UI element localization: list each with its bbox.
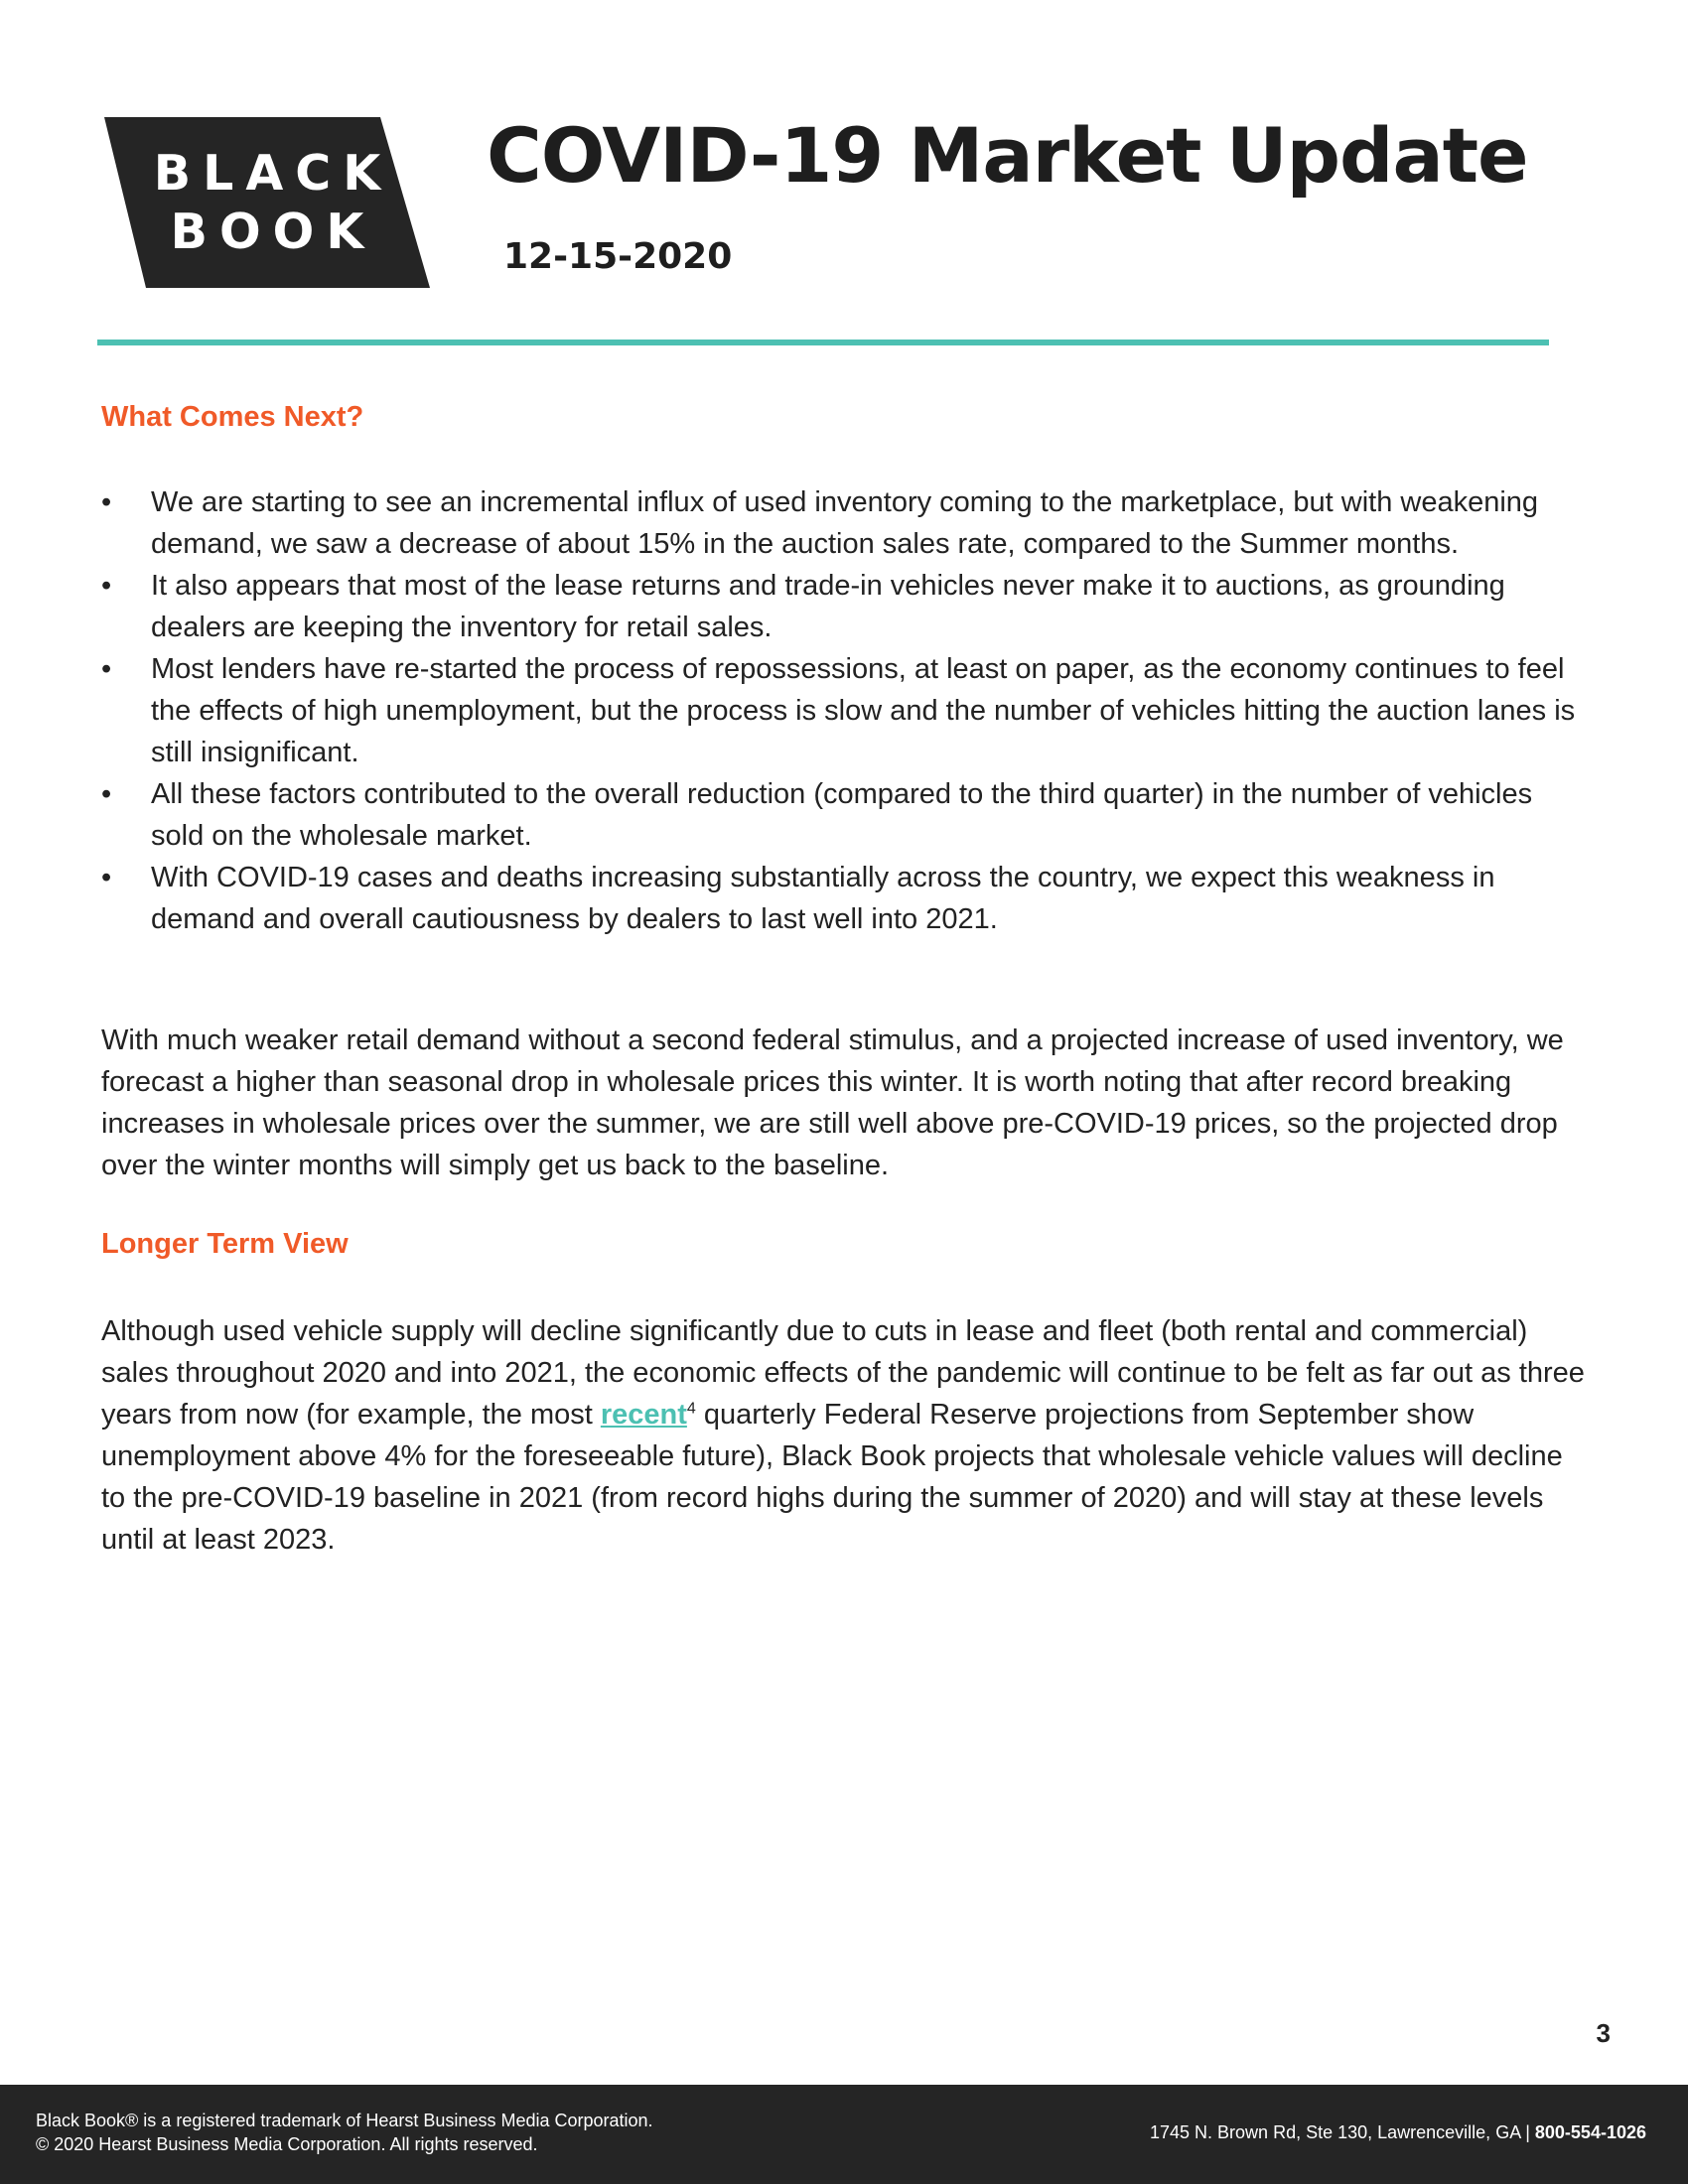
footer — [0, 2085, 1688, 2184]
black-book-logo — [104, 117, 430, 288]
paragraph-longer-term — [101, 1310, 1591, 1561]
page-number: 3 — [1596, 2018, 1611, 2048]
footer-contact — [1150, 2122, 1646, 2143]
document-date: 12-15-2020 — [503, 236, 733, 277]
footer-copyright: © 2020 Hearst Business Media Corporation. All rights reserved. — [36, 2134, 538, 2154]
bullet-text: With COVID-19 cases and deaths increasing substantially across the country, we expect this weakness in demand and overall cautiousness by dealers to last well into 2021. — [151, 862, 1495, 935]
list-item — [101, 773, 1591, 857]
list-item — [101, 565, 1591, 648]
bullet-icon: • — [101, 653, 112, 685]
logo-text-line2: BOOK — [170, 204, 376, 260]
bullet-icon: • — [101, 862, 112, 893]
bullet-text: All these factors contributed to the overall reduction (compared to the third quarter) in the number of vehicles sold on the wholesale market. — [151, 778, 1533, 852]
header-divider — [97, 340, 1549, 345]
list-item — [101, 857, 1591, 940]
section-heading-what-comes-next: What Comes Next? — [101, 401, 364, 433]
paragraph-text-before-link: Although used vehicle supply will decline significantly due to cuts in lease and fleet (both rental and commercial) sales throughout 2020 and into 2021, the economic effects of the pandemic will continue to be felt as far out as three years from now (for example, the most — [101, 1315, 1585, 1431]
bullet-icon: • — [101, 486, 112, 518]
footer-phone: 800-554-1026 — [1534, 2122, 1646, 2142]
recent-link[interactable]: recent — [600, 1399, 687, 1431]
list-item — [101, 648, 1591, 773]
paragraph-forecast: With much weaker retail demand without a second federal stimulus, and a projected increase of used inventory, we forecast a higher than seasonal drop in wholesale prices this winter. It is worth noting that after record breaking increases in wholesale prices over the summer, we are still well above pre-COVID-19 prices, so the projected drop over the winter months will simply get us back to the baseline. — [101, 1024, 1564, 1181]
footer-trademark: Black Book® is a registered trademark of Hearst Business Media Corporation. — [36, 2111, 653, 2130]
bullet-text: Most lenders have re-started the process of repossessions, at least on paper, as the economy continues to feel the effects of high unemployment, but the process is slow and the number of vehicles hitting the auction lanes is still insignificant. — [151, 653, 1576, 768]
bullet-list — [101, 481, 1591, 940]
bullet-icon: • — [101, 570, 112, 602]
logo-text-line1: BLACK — [153, 145, 393, 202]
footnote-marker: 4 — [686, 1400, 696, 1418]
section-heading-longer-term-view: Longer Term View — [101, 1228, 349, 1260]
bullet-text: It also appears that most of the lease returns and trade-in vehicles never make it to auctions, as grounding dealers are keeping the inventory for retail sales. — [151, 570, 1505, 643]
page-title: COVID-19 Market Update — [487, 111, 1528, 200]
paragraph-text-after-link: quarterly Federal Reserve projections from September show unemployment above 4% for the foreseeable future), Black Book projects that wholesale vehicle values will decline to the pre-COVID-19 baseline in 2021 (from record highs during the summer of 2020) and will stay at these levels until at least 2023. — [101, 1399, 1563, 1556]
logo-parallelogram — [104, 117, 430, 288]
footer-legal — [36, 2109, 653, 2156]
list-item — [101, 481, 1591, 565]
bullet-icon: • — [101, 778, 112, 810]
bullet-text: We are starting to see an incremental influx of used inventory coming to the marketplace, but with weakening demand, we saw a decrease of about 15% in the auction sales rate, compared to the Summer months. — [151, 486, 1539, 560]
footer-address: 1745 N. Brown Rd, Ste 130, Lawrenceville, GA | — [1150, 2122, 1535, 2142]
